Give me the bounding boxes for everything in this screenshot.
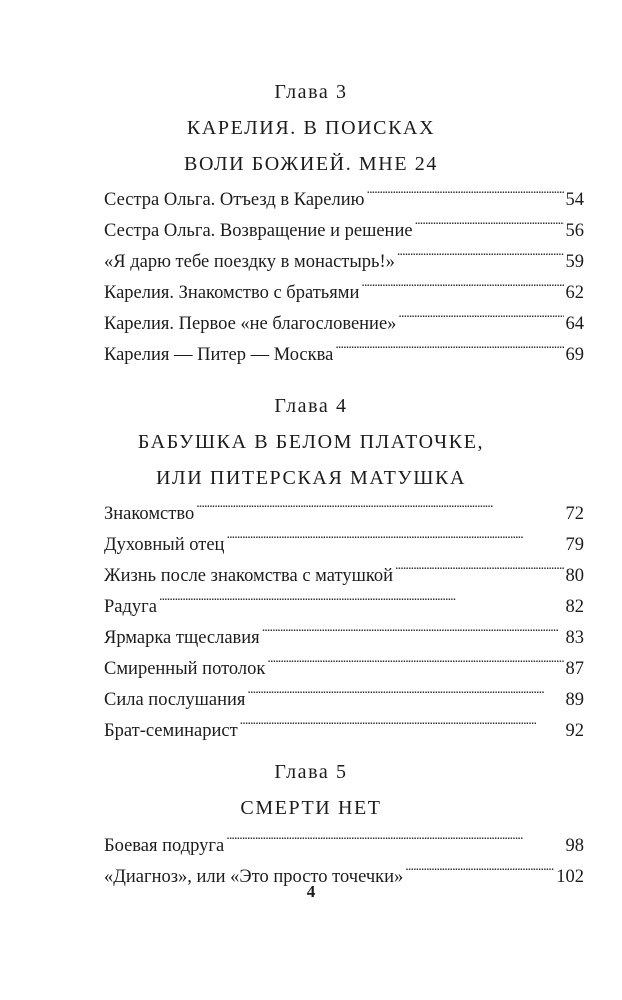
page-number: 4 (306, 882, 316, 901)
dot-leader (366, 174, 563, 205)
toc-entry-title: Карелия. Первое «не благословение» (104, 314, 397, 334)
dot-leader (405, 851, 554, 882)
dot-leader (240, 705, 564, 736)
toc-entry-page: 98 (565, 836, 584, 856)
toc-entry[interactable] (104, 174, 584, 210)
chapter-title-line: СМЕРТИ НЕТ (240, 797, 382, 819)
dot-leader (397, 236, 564, 267)
toc-entry-page: 87 (565, 659, 584, 679)
chapter-3-heading (0, 76, 622, 180)
toc-entry-page: 102 (556, 867, 584, 887)
toc-entry[interactable] (104, 612, 584, 648)
dot-leader (415, 205, 564, 236)
toc-entry[interactable] (104, 820, 584, 856)
dot-leader (226, 820, 563, 851)
dot-leader (361, 267, 563, 298)
chapter-title-line: БАБУШКА В БЕЛОМ ПЛАТОЧКЕ, (137, 431, 485, 453)
toc-entry-title: «Я дарю тебе поездку в монастырь!» (104, 252, 395, 272)
toc-entry[interactable] (104, 581, 584, 617)
chapter-5-heading (0, 756, 622, 824)
toc-entry[interactable] (104, 488, 584, 524)
dot-leader (267, 643, 563, 674)
toc-entry-title: Смиренный потолок (104, 659, 266, 679)
toc-entry-title: «Диагноз», или «Это просто точечки» (104, 867, 404, 887)
toc-entry-title: Боевая подруга (104, 836, 225, 856)
chapter-4-entries (104, 488, 584, 741)
toc-entry-page: 64 (565, 314, 584, 334)
toc-entry-title: Карелия — Питер — Москва (104, 345, 334, 365)
toc-entry-page: 89 (565, 690, 584, 710)
chapter-label: Глава 3 (274, 81, 348, 103)
chapter-label: Глава 5 (274, 761, 348, 783)
toc-entry-title: Духовный отец (104, 535, 225, 555)
toc-entry-page: 62 (565, 283, 584, 303)
chapter-label: Глава 4 (274, 395, 348, 417)
dot-leader (335, 329, 563, 360)
chapter-title-line: ИЛИ ПИТЕРСКАЯ МАТУШКА (155, 467, 466, 489)
chapter-title-line: ВОЛИ БОЖИЕЙ. МНЕ 24 (184, 153, 438, 175)
toc-entry-title: Брат-семинарист (104, 721, 238, 741)
dot-leader (247, 674, 563, 705)
toc-entry-page: 79 (565, 535, 584, 555)
toc-entry-page: 59 (565, 252, 584, 272)
dot-leader (398, 298, 563, 329)
chapter-5-entries (104, 820, 584, 887)
chapter-3-entries (104, 174, 584, 365)
toc-entry-title: Карелия. Знакомство с братьями (104, 283, 360, 303)
toc-entry-page: 82 (565, 597, 584, 617)
toc-entry-title: Жизнь после знакомства с матушкой (104, 566, 394, 586)
toc-entry-page: 83 (565, 628, 584, 648)
toc-entry-page: 72 (565, 504, 584, 524)
dot-leader (196, 488, 563, 519)
dot-leader (226, 519, 563, 550)
chapter-4-heading (0, 390, 622, 494)
toc-entry-page: 56 (565, 221, 584, 241)
toc-entry-title: Радуга (104, 597, 157, 617)
toc-entry-page: 92 (565, 721, 584, 741)
toc-entry-title: Ярмарка тщеславия (104, 628, 260, 648)
toc-entry-title: Сила послушания (104, 690, 246, 710)
toc-entry-title: Знакомство (104, 504, 195, 524)
dot-leader (262, 612, 564, 643)
toc-entry-title: Сестра Ольга. Возвращение и решение (104, 221, 413, 241)
dot-leader (159, 581, 564, 612)
toc-entry-title: Сестра Ольга. Отъезд в Карелию (104, 190, 365, 210)
dot-leader (395, 550, 563, 581)
toc-entry-page: 80 (565, 566, 584, 586)
toc-entry-page: 69 (565, 345, 584, 365)
chapter-title-line: КАРЕЛИЯ. В ПОИСКАХ (186, 117, 436, 139)
toc-entry-page: 54 (565, 190, 584, 210)
